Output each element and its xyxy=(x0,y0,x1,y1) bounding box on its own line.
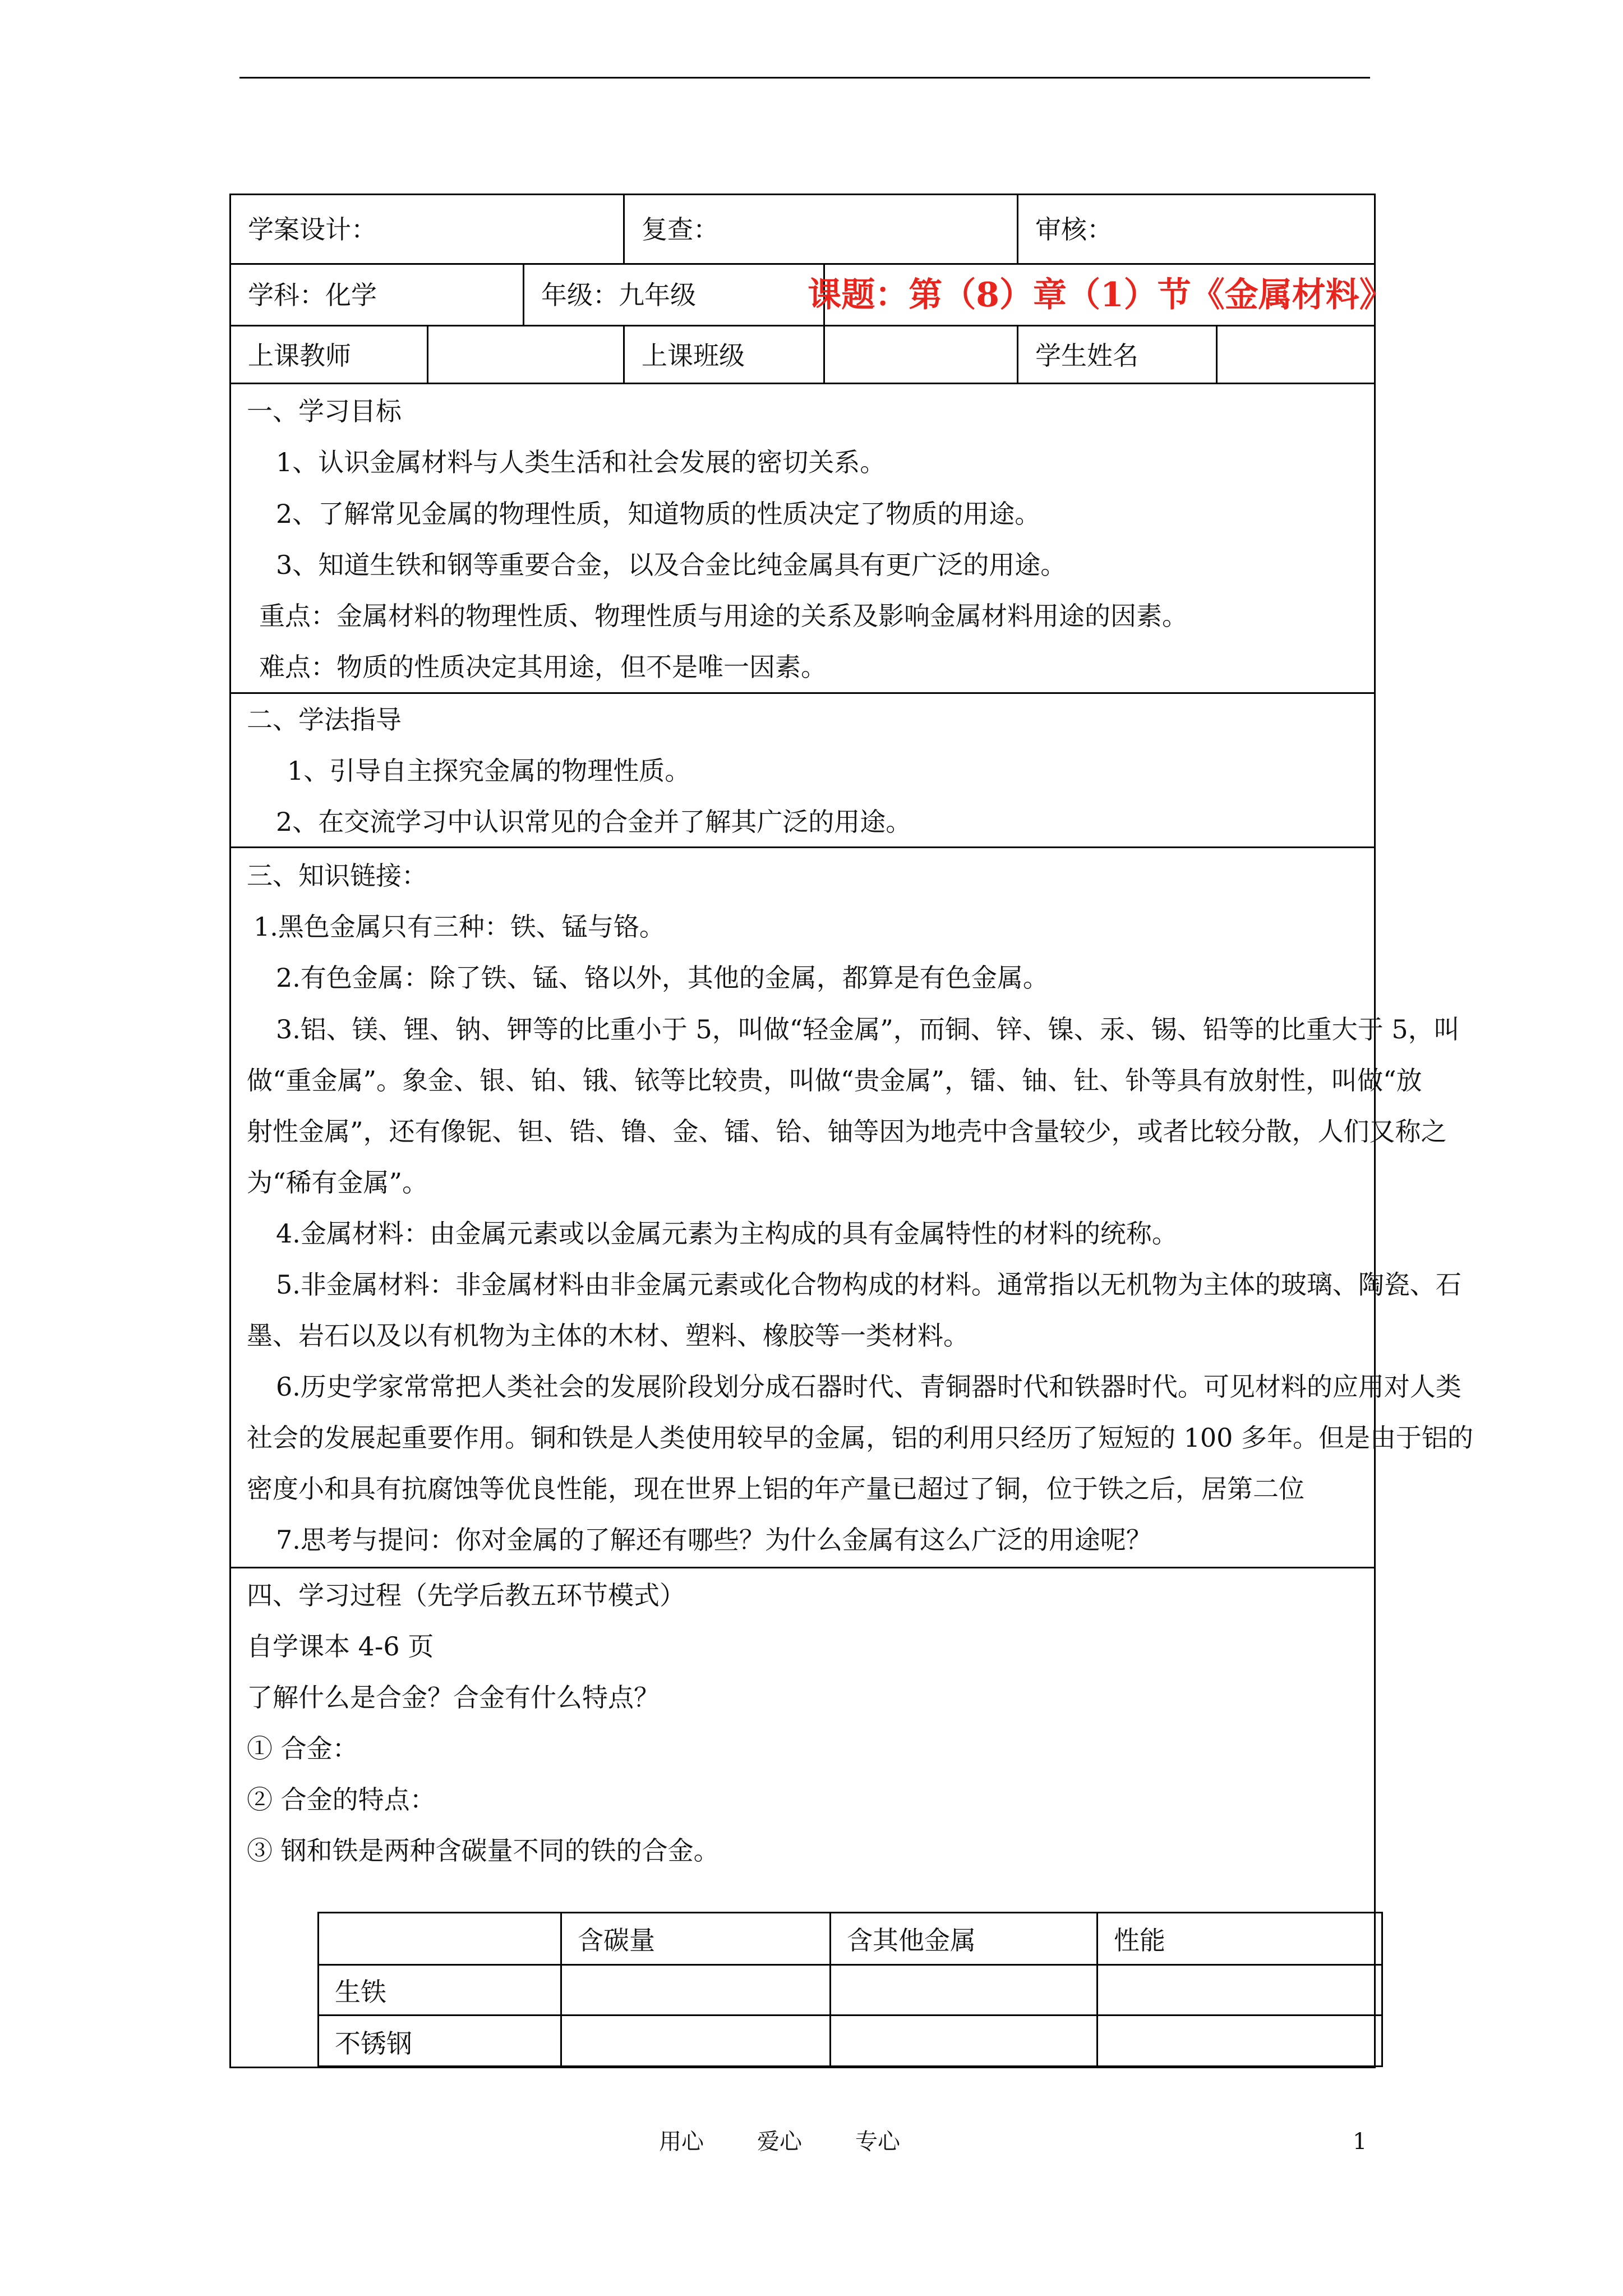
subject-cell: 学科：化学 xyxy=(231,265,524,326)
knowledge-line: 6.历史学家常常把人类社会的发展阶段划分成石器时代、青铜器时代和铁器时代。可见材料的应用对人类 xyxy=(276,1372,1461,1402)
class-label-cell: 上课班级 xyxy=(625,326,825,384)
knowledge-line: 4.金属材料：由金属元素或以金属元素为主构成的具有金属特性的材料的统称。 xyxy=(276,1218,1178,1249)
table-row-label: 不锈钢 xyxy=(319,2016,562,2067)
knowledge-line: 社会的发展起重要作用。铜和铁是人类使用较早的金属，铝的利用只经历了短短的 100 多年。但是由于铝的 xyxy=(247,1423,1474,1453)
class-value-cell xyxy=(825,326,1018,384)
review-cell: 复查： xyxy=(625,195,1018,265)
knowledge-line: 3.铝、镁、锂、钠、钾等的比重小于 5，叫做“轻金属”，而铜、锌、镍、汞、锡、铅等的比重大于 5，叫 xyxy=(276,1014,1460,1045)
page-header-rule xyxy=(239,77,1370,79)
method-item: 2、在交流学习中认识常见的合金并了解其广泛的用途。 xyxy=(276,807,912,837)
knowledge-line: 为“稀有金属”。 xyxy=(247,1167,428,1198)
section-heading: 一、学习目标 xyxy=(247,396,402,426)
audit-cell: 审核： xyxy=(1018,195,1376,265)
section-heading: 四、学习过程（先学后教五环节模式） xyxy=(247,1580,685,1611)
teacher-label-cell: 上课教师 xyxy=(231,326,428,384)
footer-motto-1: 用心 xyxy=(659,2129,704,2155)
table-cell xyxy=(562,1966,831,2016)
footer-motto-3: 专心 xyxy=(855,2129,900,2155)
knowledge-line: 2.有色金属：除了铁、锰、铬以外，其他的金属，都算是有色金属。 xyxy=(276,963,1049,993)
teacher-value-cell xyxy=(428,326,625,384)
knowledge-line: 1.黑色金属只有三种：铁、锰与铬。 xyxy=(253,912,665,942)
table-cell xyxy=(1098,1966,1383,2016)
goal-item: 2、了解常见金属的物理性质，知道物质的性质决定了物质的用途。 xyxy=(276,499,1041,529)
design-cell: 学案设计： xyxy=(231,195,625,265)
knowledge-line: 密度小和具有抗腐蚀等优良性能，现在世界上铝的年产量已超过了铜，位于铁之后，居第二位 xyxy=(247,1474,1304,1504)
knowledge-line: 墨、岩石以及以有机物为主体的木材、塑料、橡胶等一类材料。 xyxy=(247,1320,969,1351)
section-heading: 二、学法指导 xyxy=(247,705,402,735)
section-learning-goals xyxy=(229,384,1376,694)
process-line: 了解什么是合金？合金有什么特点？ xyxy=(247,1682,660,1713)
process-line: ① 合金： xyxy=(247,1733,358,1764)
lesson-info-table xyxy=(229,194,1393,384)
table-header-cell: 含其他金属 xyxy=(831,1913,1098,1966)
goal-item: 1、认识金属材料与人类生活和社会发展的密切关系。 xyxy=(276,447,886,477)
grade-cell: 年级：九年级 xyxy=(524,265,825,326)
difficulty: 难点：物质的性质决定其用途，但不是唯一因素。 xyxy=(259,652,827,682)
knowledge-line: 做“重金属”。象金、银、铂、锇、铱等比较贵，叫做“贵金属”，镭、铀、钍、钋等具有放射性，叫做“放 xyxy=(247,1065,1422,1096)
table-header-cell: 性能 xyxy=(1098,1913,1383,1966)
alloy-comparison-table xyxy=(317,1912,1383,2067)
key-point: 重点：金属材料的物理性质、物理性质与用途的关系及影响金属材料用途的因素。 xyxy=(259,601,1188,631)
lesson-title: 课题：第（8）章（1）节《金属材料》 xyxy=(825,265,1376,326)
goal-item: 3、知道生铁和钢等重要合金，以及合金比纯金属具有更广泛的用途。 xyxy=(276,550,1067,580)
footer-motto-2: 爱心 xyxy=(757,2129,802,2155)
table-header-cell xyxy=(319,1913,562,1966)
table-cell xyxy=(1098,2016,1383,2067)
table-cell xyxy=(831,2016,1098,2067)
process-line: ③ 钢和铁是两种含碳量不同的铁的合金。 xyxy=(247,1835,720,1866)
process-line: ② 合金的特点： xyxy=(247,1784,436,1815)
knowledge-line: 7.思考与提问：你对金属的了解还有哪些？为什么金属有这么广泛的用途呢？ xyxy=(276,1525,1152,1555)
method-item: 1、引导自主探究金属的物理性质。 xyxy=(287,756,691,786)
student-value-cell xyxy=(1218,326,1376,384)
table-cell xyxy=(562,2016,831,2067)
knowledge-line: 5.非金属材料：非金属材料由非金属元素或化合物构成的材料。通常指以无机物为主体的玻璃、陶瓷、石 xyxy=(276,1269,1461,1300)
table-cell xyxy=(831,1966,1098,2016)
section-knowledge-link xyxy=(229,848,1474,1568)
process-line: 自学课本 4-6 页 xyxy=(247,1631,434,1662)
page-number: 1 xyxy=(1353,2129,1367,2155)
table-header-cell: 含碳量 xyxy=(562,1913,831,1966)
student-label-cell: 学生姓名 xyxy=(1018,326,1218,384)
knowledge-line: 射性金属”，还有像铌、钽、锆、镥、金、镭、铪、铀等因为地壳中含量较少，或者比较分散，人们又称之 xyxy=(247,1116,1447,1147)
section-heading: 三、知识链接： xyxy=(247,861,427,891)
section-study-method xyxy=(229,694,1376,848)
table-row-label: 生铁 xyxy=(319,1966,562,2016)
